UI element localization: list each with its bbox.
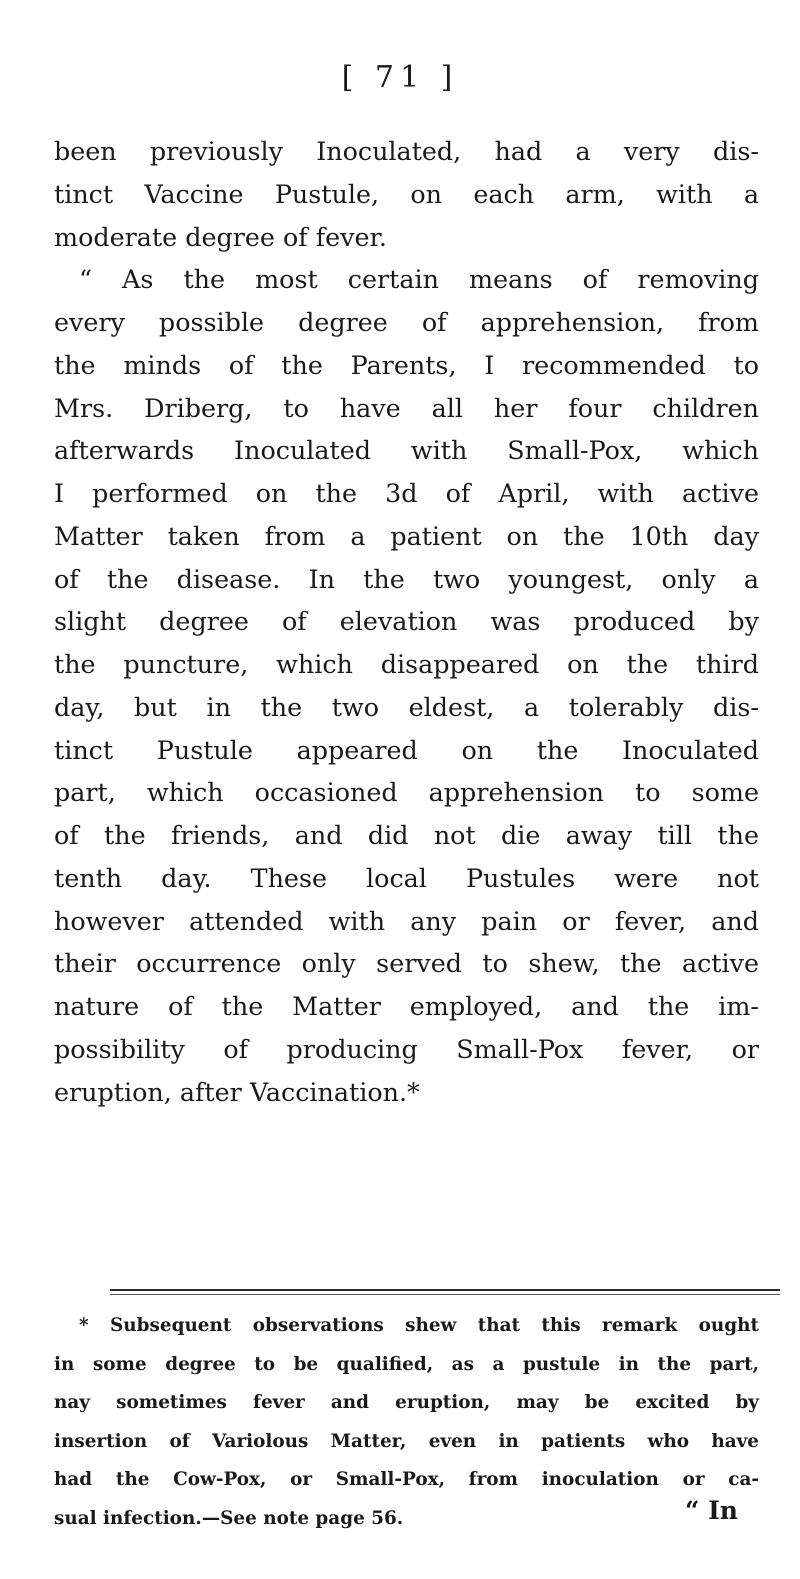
text-line: possibility of producing Small-Pox fever, or [54, 1033, 759, 1064]
footnote-rule [110, 1289, 780, 1291]
footnote-line: in some degree to be qualified, as a pustule in the part, [54, 1353, 759, 1375]
footnote-line: * Subsequent observations shew that this remark ought [79, 1315, 759, 1336]
text-line: been previously Inoculated, had a very dis- [54, 136, 759, 166]
text-line: part, which occasioned apprehension to some [54, 777, 759, 808]
text-line: Mrs. Driberg, to have all her four children [54, 392, 759, 423]
text-line: afterwards Inoculated with Small-Pox, which [54, 435, 759, 466]
text-line: “ As the most certain means of removing [79, 264, 759, 295]
text-line: tinct Pustule appeared on the Inoculated [54, 734, 759, 765]
text-line: day, but in the two eldest, a tolerably dis- [54, 691, 759, 722]
footnote-rule-thin [110, 1294, 780, 1295]
text-line: tenth day. These local Pustules were not [54, 862, 759, 893]
text-line: of the disease. In the two youngest, only a [54, 563, 759, 594]
text-line: tinct Vaccine Pustule, on each arm, with a [54, 178, 759, 209]
text-line: I performed on the 3d of April, with active [54, 478, 759, 508]
text-line: the minds of the Parents, I recommended to [54, 349, 759, 380]
text-line: of the friends, and did not die away till the [54, 820, 759, 850]
body-text [54, 130, 759, 1113]
catchword: “ In [685, 1496, 738, 1525]
text-line: nature of the Matter employed, and the im- [54, 991, 759, 1021]
page-number: [ 71 ] [341, 60, 459, 95]
text-line: however attended with any pain or fever, and [54, 905, 759, 936]
footnote-line: insertion of Variolous Matter, even in patients who have [54, 1430, 759, 1452]
text-line: the puncture, which disappeared on the third [54, 649, 759, 679]
text-line: Matter taken from a patient on the 10th day [54, 520, 759, 551]
text-line: moderate degree of fever. [54, 221, 387, 252]
footnote-line: had the Cow-Pox, or Small-Pox, from inoculation or ca- [54, 1469, 759, 1490]
footnote-line: nay sometimes fever and eruption, may be excited by [54, 1392, 759, 1413]
footnote [54, 1307, 759, 1538]
text-line: their occurrence only served to shew, the active [54, 948, 759, 979]
text-line: eruption, after Vaccination.* [54, 1076, 420, 1107]
footnote-line: sual infection.—See note page 56. [54, 1507, 404, 1529]
text-line: every possible degree of apprehension, from [54, 307, 759, 337]
text-line: slight degree of elevation was produced by [54, 606, 759, 637]
